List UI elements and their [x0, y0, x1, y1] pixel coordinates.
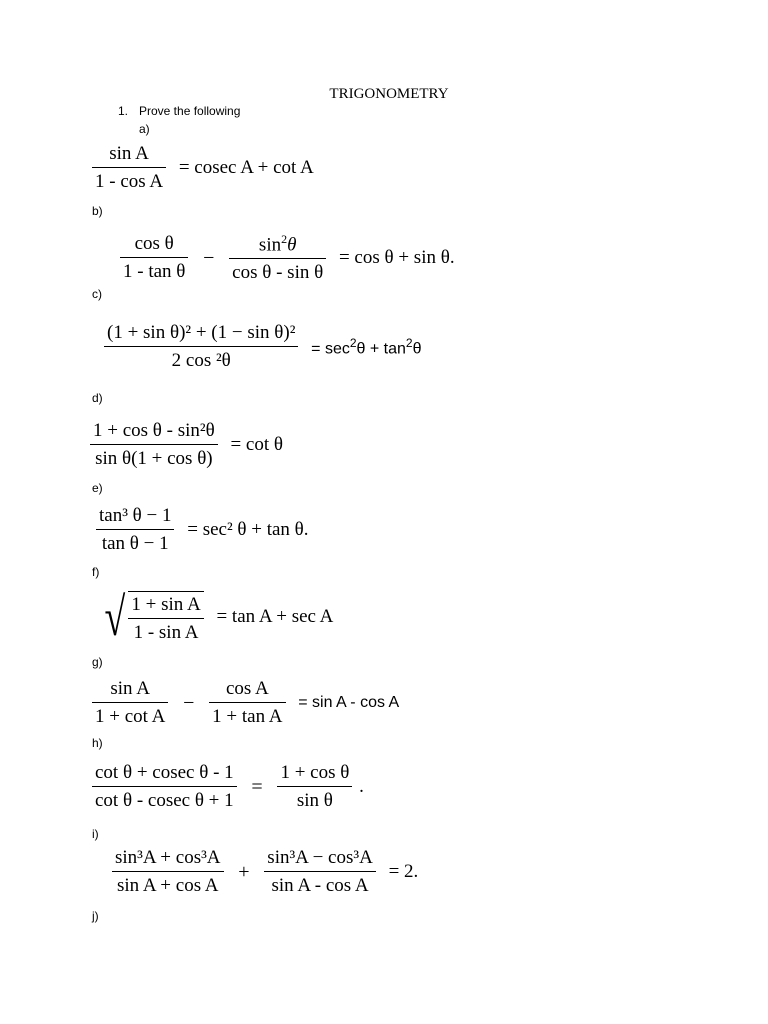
- numerator: cos A: [209, 678, 285, 703]
- numerator: cos θ: [120, 233, 188, 258]
- rhs: = cos θ + sin θ.: [338, 247, 455, 269]
- denominator: 1 - cos A: [95, 171, 164, 192]
- rhs: = sec² θ + tan θ.: [187, 519, 309, 540]
- equation-i: [112, 847, 418, 897]
- question-number: 1.: [118, 104, 129, 118]
- part-label-g: g): [92, 655, 103, 669]
- denominator: cot θ - cosec θ + 1: [95, 790, 234, 811]
- equation-a: [92, 143, 314, 193]
- denominator: cos θ - sin θ: [232, 262, 324, 284]
- part-label-d: d): [92, 391, 103, 405]
- denominator: 1 + cot A: [95, 706, 166, 727]
- part-label-c: c): [92, 287, 102, 301]
- square-root: [100, 587, 204, 647]
- fraction-i1: [112, 847, 224, 897]
- operator: −: [183, 691, 195, 714]
- numerator: $\sin^2\theta$: [229, 232, 326, 259]
- part-label-j: j): [92, 909, 99, 923]
- denominator: 2 cos ²θ: [171, 350, 231, 371]
- rhs: = 2.: [388, 861, 419, 882]
- fraction-e: [96, 505, 174, 555]
- part-label-a: a): [139, 122, 150, 136]
- denominator: 1 - sin A: [133, 621, 199, 643]
- page-title: TRIGONOMETRY: [329, 86, 449, 102]
- rhs: = cosec A + cot A: [178, 157, 314, 178]
- fraction-g1: [92, 678, 168, 728]
- rhs: = $\sec^2\theta + \tan^2\theta$: [311, 335, 422, 358]
- operator: +: [238, 860, 250, 883]
- part-label-h: h): [92, 736, 103, 750]
- numerator: tan³ θ − 1: [96, 505, 174, 530]
- equation-c: [104, 322, 422, 372]
- operator: −: [203, 246, 215, 269]
- numerator: sin A: [92, 143, 166, 168]
- rhs: = cot θ: [230, 434, 283, 455]
- numerator: sin A: [92, 678, 168, 703]
- fraction-d: [90, 420, 218, 470]
- fraction-h2: [277, 762, 352, 812]
- rhs: = sin A - cos A: [298, 694, 400, 711]
- numerator: cot θ + cosec θ - 1: [92, 762, 237, 787]
- equation-f: [100, 587, 334, 647]
- denominator: 1 + tan A: [212, 706, 283, 727]
- equation-d: [90, 420, 283, 470]
- fraction-b1: [120, 233, 188, 283]
- denominator: 1 - tan θ: [123, 261, 186, 283]
- part-label-i: i): [92, 827, 99, 841]
- operator: =: [251, 775, 263, 798]
- radical-sign-icon: √: [104, 587, 126, 647]
- denominator: sin A + cos A: [117, 875, 219, 896]
- part-label-b: b): [92, 204, 103, 218]
- equation-b: [120, 232, 455, 284]
- rhs: = tan A + sec A: [216, 606, 334, 627]
- fraction-f: [128, 594, 203, 644]
- fraction-h1: [92, 762, 237, 812]
- numerator: 1 + cos θ - sin²θ: [90, 420, 218, 445]
- numerator: 1 + sin A: [128, 594, 203, 619]
- numerator: sin³A + cos³A: [112, 847, 224, 872]
- numerator: (1 + sin θ)² + (1 − sin θ)²: [104, 322, 298, 347]
- numerator: 1 + cos θ: [277, 762, 352, 787]
- denominator: sin θ: [296, 790, 333, 811]
- equation-g: [92, 678, 399, 728]
- numerator: sin³A − cos³A: [264, 847, 376, 872]
- fraction-g2: [209, 678, 285, 728]
- denominator: sin A - cos A: [271, 875, 369, 896]
- part-label-e: e): [92, 481, 103, 495]
- fraction-c: [104, 322, 298, 372]
- equation-e: [96, 505, 309, 555]
- fraction-b2: [229, 232, 326, 284]
- fraction-i2: [264, 847, 376, 897]
- period: .: [359, 776, 364, 797]
- denominator: sin θ(1 + cos θ): [95, 448, 213, 469]
- question-text: Prove the following: [139, 104, 241, 118]
- denominator: tan θ − 1: [101, 533, 169, 554]
- fraction-a: [92, 143, 166, 193]
- equation-h: [92, 762, 364, 812]
- part-label-f: f): [92, 565, 100, 579]
